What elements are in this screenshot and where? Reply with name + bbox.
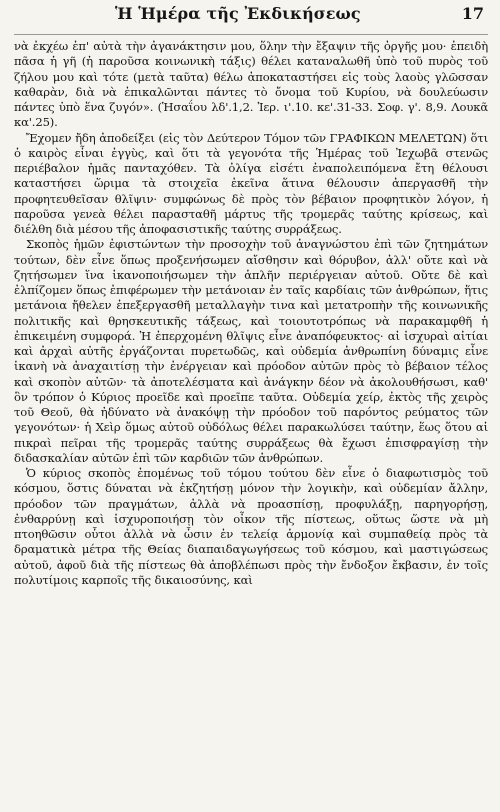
paragraph-4: Ὁ κύριος σκοπὸς ἐπομένως τοῦ τόμου τούτου δὲν εἶνε ὁ διαφωτισμὸς τοῦ κόσμου, ὅστις δύναται νὰ ἐκζητήσῃ μόνον τὴν λογικὴν, καὶ οὐδεμίαν ἄλλην, πρόοδον τῶν πραγμάτων, ἀλλὰ νὰ προασπίσῃ, προφυλάξῃ, παρηγορήσῃ, ἐνθαρρύνῃ καὶ ἰσχυροποιήσῃ τὸν οἶκον τῆς πίστεως, οὕτως ὥστε νὰ μὴ πτοηθῶσιν οὗτοι ἀλλὰ νὰ ὦσιν ἐν τελείᾳ ἁρμονίᾳ καὶ συμπαθείᾳ πρὸς τὰ δραματικὰ μέτρα τῆς Θείας διαπαιδαγωγήσεως τοῦ κόσμου, καὶ μαστιγώσεως αὐτοῦ, ἀφοῦ διὰ τῆς πίστεως θὰ ἀποβλέπωσι πρὸς τὴν ἔνδοξον ἔκβασιν, ἐν τοῖς πολυτίμοις καρποῖς τῆς δικαιοσύνης, καὶ bbox=[14, 466, 488, 587]
running-title: Ἡ Ἡμέρα τῆς Ἐκδικήσεως bbox=[115, 4, 361, 23]
body-text bbox=[14, 39, 488, 588]
paragraph-2: Ἔχομεν ἤδη ἀποδείξει (εἰς τὸν Δεύτερον Τόμον τῶν ΓΡΑΦΙΚΩΝ ΜΕΛΕΤΩΝ) ὅτι ὁ καιρὸς εἶναι ἐγγὺς, καὶ ὅτι τὰ γεγονότα τῆς Ἡμέρας τοῦ Ἰεχωβᾶ στενῶς περιέβαλον ἡμᾶς πανταχόθεν. Τὰ ὀλίγα εἰσέτι ἐναπολειπόμενα ἔτη θέλουσι καταστήσει ὥριμα τὰ στοιχεῖα ἐκεῖνα ἅτινα θέλουσιν ἀπεργασθῆ τὴν προφητευθεῖσαν θλῖψιν· συμφώνως δὲ πρὸς τὸν βέβαιον προφητικὸν λόγον, ἡ παροῦσα γενεὰ θέλει παρασταθῆ μάρτυς τῆς τρομερᾶς ταύτης κρίσεως, καὶ διέλθη διὰ μέσου τῆς ἀποφασιστικῆς ταύτης συρράξεως. bbox=[14, 130, 488, 236]
running-header bbox=[14, 4, 488, 35]
paragraph-1: νὰ ἐκχέω ἐπ' αὐτὰ τὴν ἀγανάκτησιν μου, ὅλην τὴν ἔξαψιν τῆς ὀργῆς μου· ἐπειδὴ πᾶσα ἡ γῆ (ἡ παροῦσα κοινωνικὴ τάξις) θέλει καταναλωθῆ ὑπὸ τοῦ πυρὸς τοῦ ζήλου μου καὶ τότε (μετὰ ταῦτα) θέλω ἀποκαταστήσει εἰς τοὺς λαοὺς γλῶσσαν καθαρὰν, διὰ νὰ ἐπικαλῶνται πάντες τὸ ὄνομα τοῦ Κυρίου, νὰ δουλεύωσιν πάντες ὑπὸ ἕνα ζυγόν». (Ἡσαΐου λδ'.1,2. Ἱερ. ι'.10. κε'.31-33. Σοφ. γ'. 8,9. Λουκᾶ κα'.25). bbox=[14, 39, 488, 130]
paragraph-3: Σκοπὸς ἡμῶν ἐφιστώντων τὴν προσοχὴν τοῦ ἀναγνώστου ἐπὶ τῶν ζητημάτων τούτων, δὲν εἶνε ὅπως προξενήσωμεν αἴσθησιν καὶ θόρυβον, ἀλλ' οὔτε καὶ νὰ ζητήσωμεν ἵνα ἱκανοποιήσωμεν τὴν ἁπλῆν περιέργειαν αὐτοῦ. Οὔτε δὲ καὶ ἐλπίζομεν ὅπως ἐπιφέρωμεν τὴν μετάνοιαν ἐν ταῖς καρδίαις τῶν ἀνθρώπων, ἥτις μετάνοια ἤθελεν ἐπεξεργασθῆ μεταλλαγὴν τινα καὶ μετατροπὴν τῆς κοινωνικῆς πολιτικῆς καὶ θρησκευτικῆς τάξεως, καὶ τοιουτοτρόπως νὰ παρακαμφθῆ ἡ ἐπικειμένη συμφορά. Ἡ ἐπερχομένη θλῖψις εἶνε ἀναπόφευκτος· αἱ ἰσχυραὶ αἰτίαι καὶ ἀρχαὶ αὐτῆς ἐργάζονται πυρετωδῶς, καὶ οὐδεμία ἀνθρωπίνη δύναμις εἶνε ἱκανὴ νὰ ἀναχαιτίσῃ τὴν ἐνέργειαν καὶ πρόοδον αὐτῶν πρὸς τὸ βέβαιον τέλος καὶ σκοπὸν αὐτῶν· τὰ ἀποτελέσματα καὶ ἀνάγκην δέον νὰ ἀκολουθήσωσι, καθ' ὃν τρόπον ὁ Κύριος προεῖδε καὶ προεῖπε ταῦτα. Οὐδεμία χείρ, ἐκτὸς τῆς χειρὸς τοῦ Θεοῦ, θὰ ἠδύνατο νὰ ἀνακόψῃ τὴν πρόοδον τοῦ παρόντος ρεύματος τῶν γεγονότων· ἡ Χεὶρ ὅμως αὐτοῦ οὐδόλως θέλει παρακωλύσει ταύτην, ἕως ὅτου αἱ πικραὶ πεῖραι τῆς τρομερᾶς ταύτης συρράξεως θὰ ἔχωσι ἐπισφραγίσῃ τὴν διδασκαλίαν αὐτῶν ἐπὶ τῶν καρδιῶν τῶν ἀνθρώπων. bbox=[14, 237, 488, 465]
page-number: 17 bbox=[461, 4, 484, 23]
